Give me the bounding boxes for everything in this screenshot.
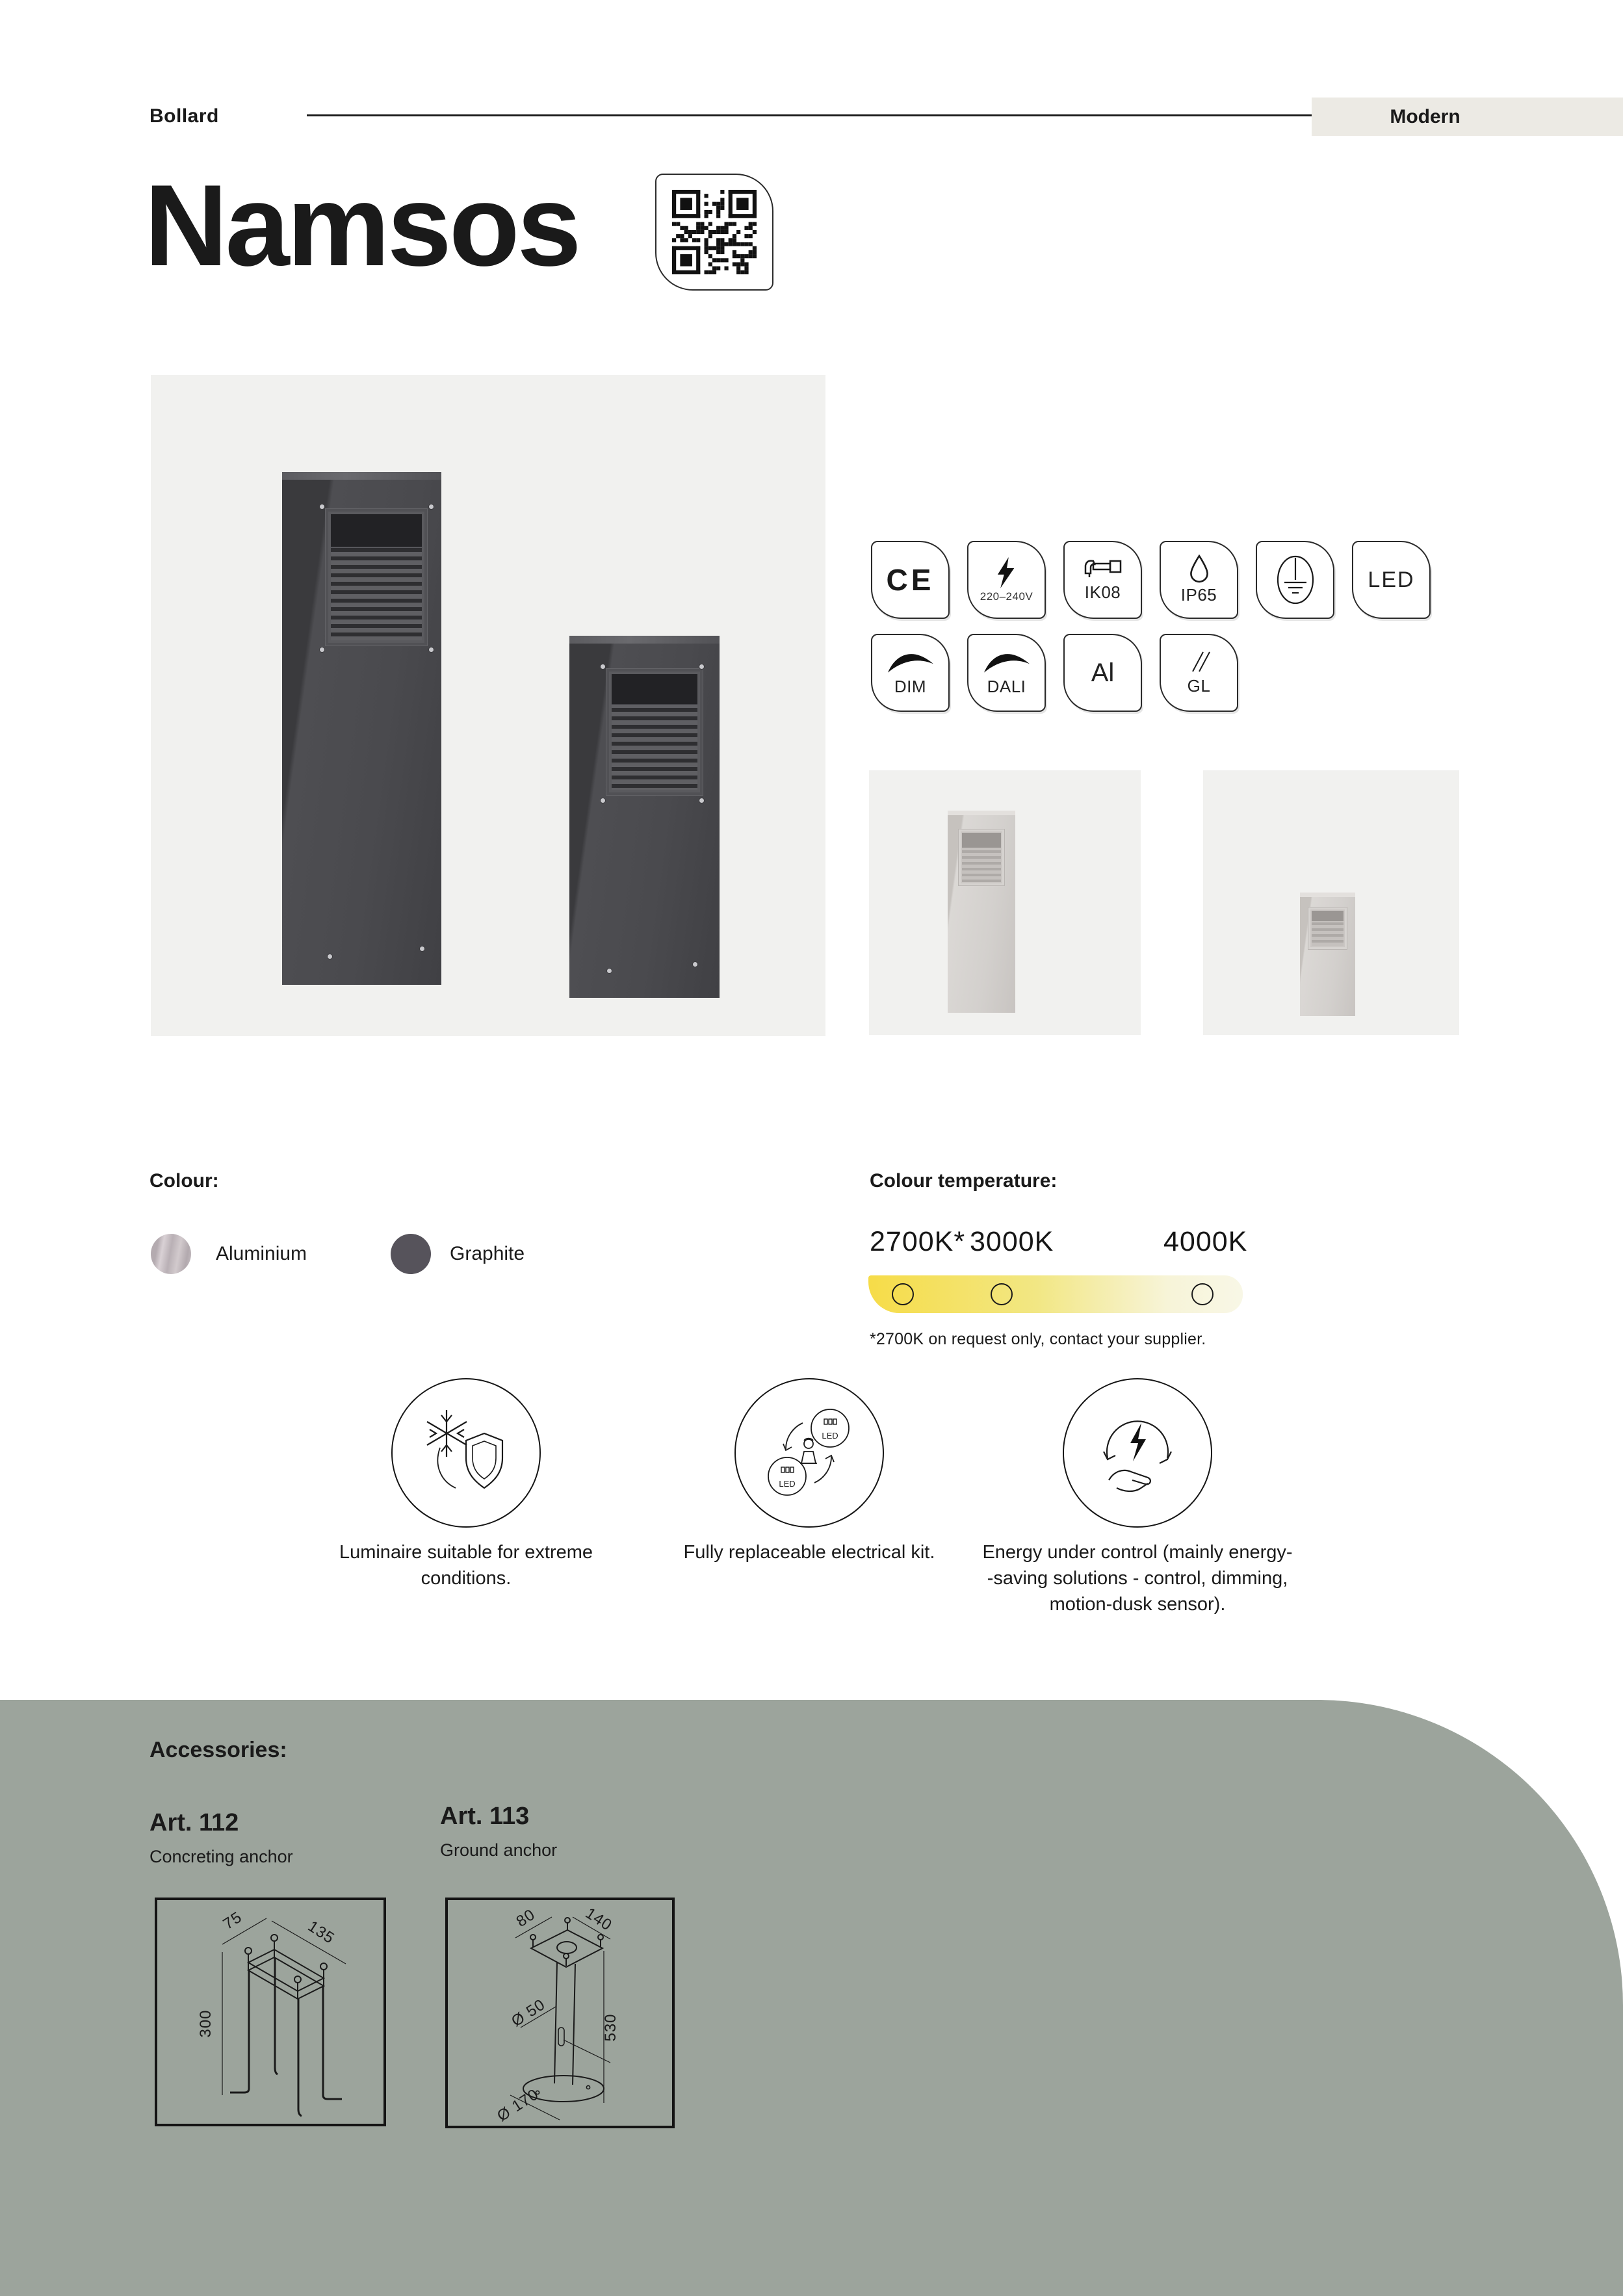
svg-text:300: 300: [197, 2009, 214, 2038]
accessories-heading: Accessories:: [149, 1738, 287, 1762]
dali-label: DALI: [987, 677, 1026, 696]
category-label: Bollard: [149, 105, 219, 127]
swatch-aluminium: [151, 1234, 191, 1274]
ce-mark-icon: CE: [886, 563, 935, 597]
temperature-3000k: 3000K: [970, 1226, 1054, 1257]
swatch-aluminium-label: Aluminium: [216, 1243, 307, 1264]
temperature-4000k: 4000K: [1163, 1226, 1248, 1257]
ik08-label: IK08: [1084, 582, 1121, 602]
art-112-code: Art. 112: [149, 1809, 239, 1836]
header-rule: [307, 114, 1312, 116]
aluminium-material-tile: [1063, 634, 1142, 712]
art-113-code: Art. 113: [440, 1803, 530, 1830]
voltage-tile: [967, 541, 1046, 619]
temperature-dot-2700k: [892, 1283, 914, 1305]
bollard-graphite-tall: [282, 472, 441, 985]
ce-mark-tile: [871, 541, 950, 619]
led-label: LED: [1368, 567, 1415, 592]
concreting-anchor-drawing: [155, 1898, 386, 2126]
temperature-gradient-bar: [868, 1275, 1243, 1313]
glass-icon: [1185, 649, 1214, 674]
feature-caption-energy: Energy under control (mainly energy- -saving solutions - control, dimming, motion-dusk sensor).: [982, 1542, 1293, 1615]
temperature-2700k: 2700K*: [870, 1226, 966, 1257]
temperature-note: *2700K on request only, contact your supplier.: [870, 1330, 1206, 1348]
temperature-heading: Colour temperature:: [870, 1170, 1058, 1192]
swatch-graphite-label: Graphite: [450, 1243, 525, 1264]
temperature-dot-4000k: [1191, 1283, 1214, 1305]
art-113-name: Ground anchor: [440, 1840, 558, 1860]
qr-code: [655, 174, 773, 291]
svg-text:Ø 170: Ø 170: [494, 2085, 542, 2126]
accessories-section: [0, 1700, 1623, 2296]
ik08-tile: [1063, 541, 1142, 619]
ip65-label: IP65: [1180, 585, 1217, 605]
energy-control-icon: [1063, 1378, 1212, 1528]
product-photo-aluminium-tall: [869, 770, 1141, 1035]
dimming-curve-icon: [981, 649, 1032, 675]
svg-text:Ø 50: Ø 50: [508, 1996, 549, 2031]
glass-label: GL: [1187, 676, 1211, 696]
dim-label: DIM: [894, 677, 927, 696]
svg-text:LED: LED: [822, 1431, 838, 1441]
earth-ground-tile: [1256, 541, 1334, 619]
swatch-graphite: [391, 1234, 431, 1274]
ip65-tile: [1160, 541, 1238, 619]
art-112-name: Concreting anchor: [149, 1847, 293, 1866]
hammer-icon: [1080, 557, 1126, 581]
svg-text:530: 530: [602, 2013, 619, 2042]
glass-tile: [1160, 634, 1238, 712]
product-photo-panel: [151, 375, 825, 1036]
qr-code-icon: [672, 190, 757, 274]
svg-text:80: 80: [513, 1905, 539, 1931]
droplet-icon: [1188, 554, 1210, 583]
earth-ground-icon: [1270, 551, 1321, 608]
feature-caption-extreme: Luminaire suitable for extreme conditions.: [339, 1542, 593, 1589]
lightning-bolt-icon: [996, 557, 1018, 588]
extreme-conditions-icon: [391, 1378, 541, 1528]
svg-text:140: 140: [582, 1904, 616, 1935]
temperature-dot-3000k: [991, 1283, 1013, 1305]
svg-text:135: 135: [304, 1917, 338, 1948]
aluminium-material-label: Al: [1091, 658, 1115, 687]
feature-caption-kit: Fully replaceable electrical kit.: [683, 1542, 935, 1563]
svg-text:LED: LED: [779, 1479, 796, 1489]
page-title: Namsos: [144, 161, 579, 290]
replaceable-kit-icon: [734, 1378, 884, 1528]
bollard-aluminium-tall: [948, 811, 1015, 1013]
svg-text:75: 75: [220, 1908, 246, 1933]
bollard-aluminium-short: [1300, 893, 1355, 1016]
bollard-graphite-short: [569, 636, 720, 998]
voltage-label: 220–240V: [980, 590, 1033, 603]
colour-heading: Colour:: [149, 1170, 219, 1192]
collection-badge: Modern: [1312, 98, 1623, 136]
product-photo-aluminium-short: [1203, 770, 1459, 1035]
dim-tile: [871, 634, 950, 712]
dali-tile: [967, 634, 1046, 712]
led-tile: [1352, 541, 1431, 619]
dimming-curve-icon: [885, 649, 936, 675]
ground-anchor-drawing: [445, 1898, 675, 2128]
